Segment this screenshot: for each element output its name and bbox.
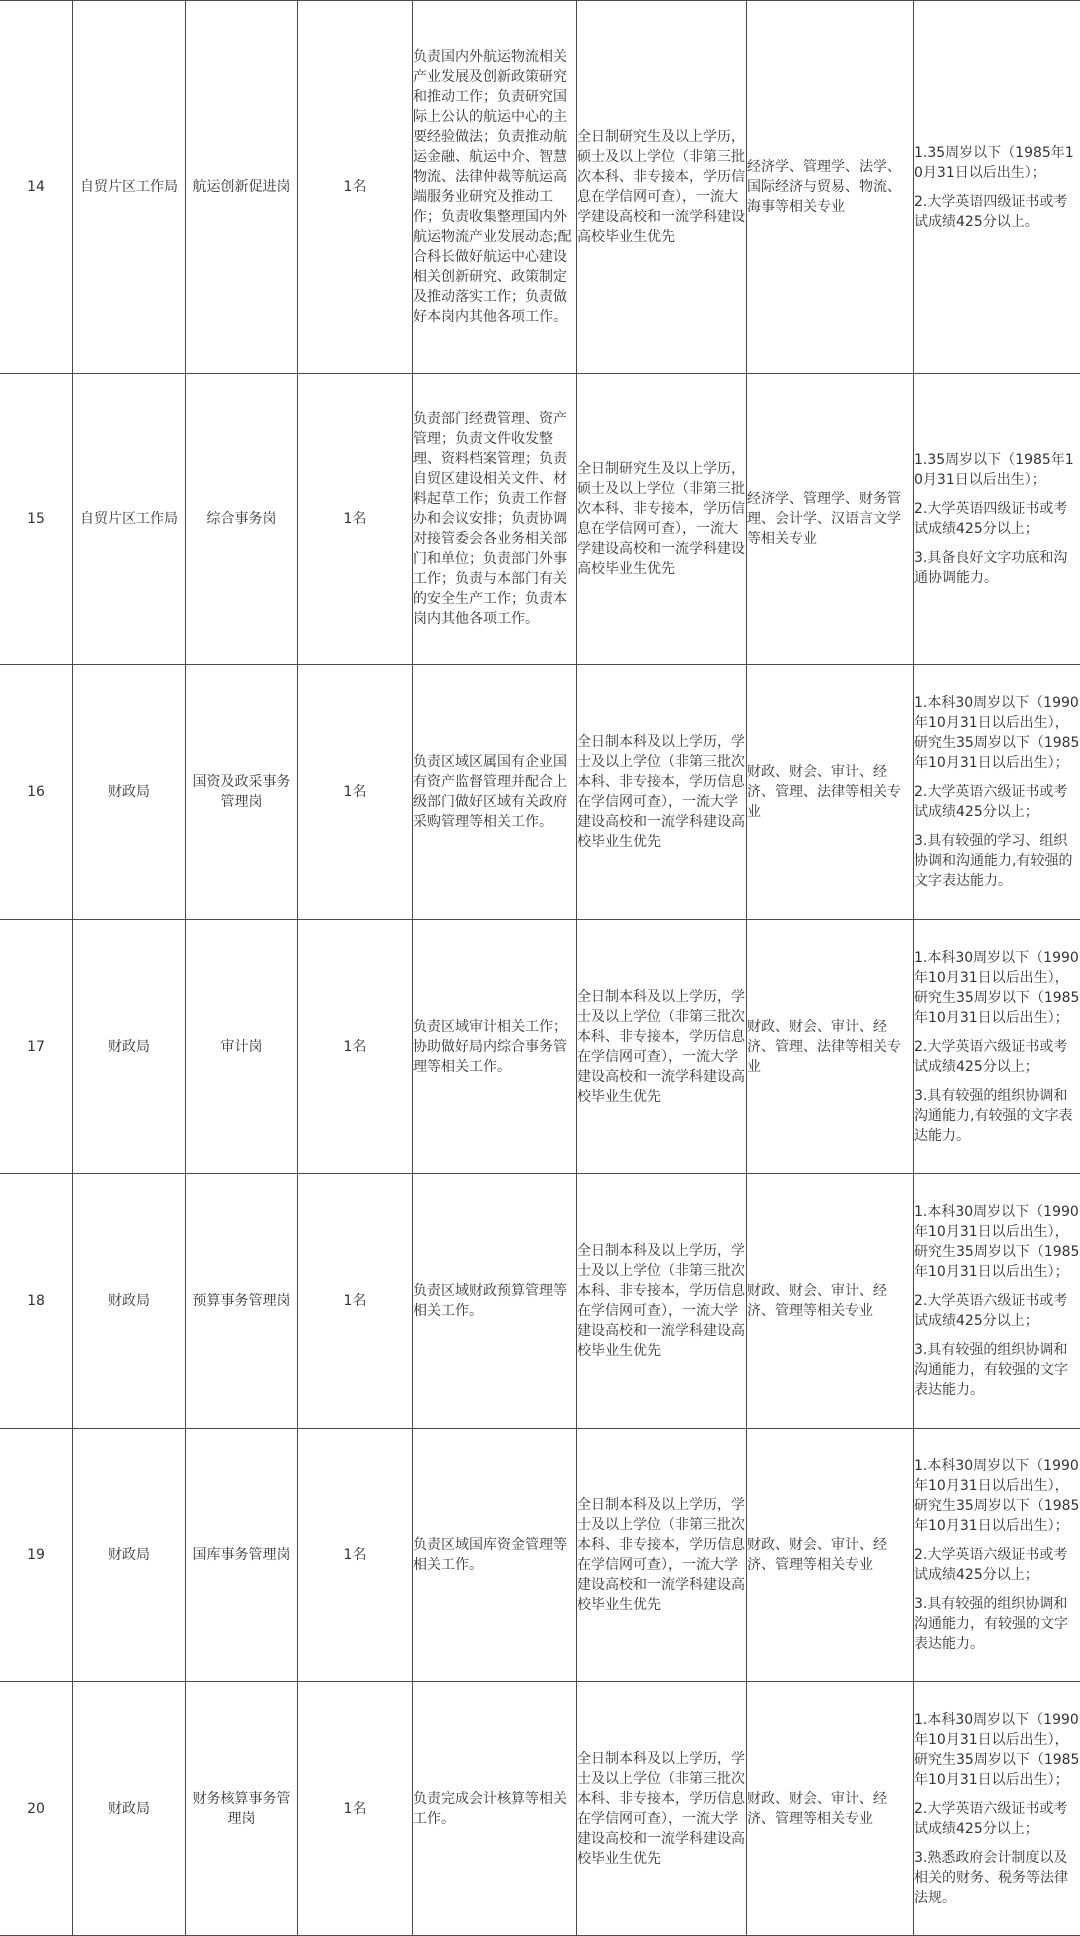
requirement-item: 2.大学英语六级证书或考试成绩425分以上； [914, 1293, 1068, 1329]
major-cell: 财政、财会、审计、经济、管理、法律等相关专业 [747, 665, 914, 920]
row-number: 17 [0, 920, 73, 1174]
department-cell: 自贸片区工作局 [73, 1, 186, 374]
requirement-item: 2.大学英语六级证书或考试成绩425分以上； [914, 1547, 1068, 1583]
department-cell: 财政局 [73, 920, 186, 1174]
requirement-item: 3.具备良好文字功底和沟通协调能力。 [914, 550, 1068, 586]
requirement-item: 1.本科30周岁以下（1990年10月31日以后出生），研究生35周岁以下（1985年10月31日以后出生）； [914, 1458, 1080, 1534]
major-cell: 经济学、管理学、法学、国际经济与贸易、物流、海事等相关专业 [747, 1, 914, 374]
requirements-cell [914, 920, 1080, 1174]
headcount-cell: 1名 [298, 374, 413, 665]
requirement-item: 1.本科30周岁以下（1990年10月31日以后出生），研究生35周岁以下（1985年10月31日以后出生）； [914, 1711, 1080, 1788]
education-cell: 全日制本科及以上学历，学士及以上学位（非第三批次本科、非专接本，学历信息在学信网可查），一流大学建设高校和一流学科建设高校毕业生优先 [577, 1429, 747, 1682]
table-row [0, 920, 1080, 1174]
major-cell: 经济学、管理学、财务管理、会计学、汉语言文学等相关专业 [747, 374, 914, 665]
table-row [0, 1, 1080, 374]
department-cell: 自贸片区工作局 [73, 374, 186, 665]
major-cell: 财政、财会、审计、经济、管理等相关专业 [747, 1174, 914, 1429]
education-cell: 全日制研究生及以上学历，硕士及以上学位（非第三批次本科、非专接本，学历信息在学信网可查），一流大学建设高校和一流学科建设高校毕业生优先 [577, 374, 747, 665]
requirements-cell [914, 665, 1080, 920]
requirements-cell [914, 1682, 1080, 1936]
duties-cell: 负责区域国库资金管理等相关工作。 [413, 1429, 577, 1682]
duties-cell: 负责部门经费管理、资产管理；负责文件收发整理、资料档案管理；负责自贸区建设相关文件、材料起草工作；负责工作督办和会议安排；负责协调对接管委会各业务相关部门和单位；负责部门外事工作；负责与本部门有关的安全生产工作；负责本岗内其他各项工作。 [413, 374, 577, 665]
requirement-item: 3.熟悉政府会计制度以及相关的财务、税务等法律法规。 [914, 1849, 1068, 1906]
duties-cell: 负责区域审计相关工作；协助做好局内综合事务管理等相关工作。 [413, 920, 577, 1174]
requirement-item: 1.本科30周岁以下（1990年10月31日以后出生），研究生35周岁以下（1985年10月31日以后出生）； [914, 695, 1080, 771]
requirement-item: 3.具有较强的学习、组织协调和沟通能力,有较强的文字表达能力。 [914, 833, 1073, 889]
requirement-item: 1.35周岁以下（1985年10月31日以后出生）； [914, 452, 1074, 488]
row-number: 14 [0, 1, 73, 374]
duties-cell: 负责完成会计核算等相关工作。 [413, 1682, 577, 1936]
requirement-item: 2.大学英语六级证书或考试成绩425分以上； [914, 1038, 1068, 1075]
headcount-cell: 1名 [298, 1429, 413, 1682]
major-cell: 财政、财会、审计、经济、管理等相关专业 [747, 1429, 914, 1682]
table-row [0, 1682, 1080, 1936]
position-name-cell: 航运创新促进岗 [186, 1, 298, 374]
requirements-cell [914, 1429, 1080, 1682]
row-number: 16 [0, 665, 73, 920]
job-rows [0, 1, 1080, 1936]
duties-cell: 负责区域区属国有企业国有资产监督管理并配合上级部门做好区域有关政府采购管理等相关工作。 [413, 665, 577, 920]
education-cell: 全日制研究生及以上学历，硕士及以上学位（非第三批次本科、非专接本，学历信息在学信网可查），一流大学建设高校和一流学科建设高校毕业生优先 [577, 1, 747, 374]
requirement-item: 3.具有较强的组织协调和沟通能力，有较强的文字表达能力。 [914, 1342, 1068, 1398]
headcount-cell: 1名 [298, 1174, 413, 1429]
table-row [0, 1429, 1080, 1682]
position-name-cell: 国库事务管理岗 [186, 1429, 298, 1682]
department-cell: 财政局 [73, 1174, 186, 1429]
major-cell: 财政、财会、审计、经济、管理、法律等相关专业 [747, 920, 914, 1174]
requirements-cell [914, 1174, 1080, 1429]
position-name-cell: 综合事务岗 [186, 374, 298, 665]
table-row [0, 665, 1080, 920]
department-cell: 财政局 [73, 1429, 186, 1682]
position-name-cell: 财务核算事务管理岗 [186, 1682, 298, 1936]
row-number: 20 [0, 1682, 73, 1936]
requirement-item: 3.具有较强的组织协调和沟通能力,有较强的文字表达能力。 [914, 1087, 1073, 1144]
major-cell: 财政、财会、审计、经济、管理等相关专业 [747, 1682, 914, 1936]
department-cell: 财政局 [73, 1682, 186, 1936]
row-number: 18 [0, 1174, 73, 1429]
duties-cell: 负责国内外航运物流相关产业发展及创新政策研究和推动工作；负责研究国际上公认的航运中心的主要经验做法；负责推动航运金融、航运中介、智慧物流、法律仲裁等航运高端服务业研究及推动工作；负责收集整理国内外航运物流产业发展动态;配合科长做好航运中心建设相关创新研究、政策制定及推动落实工作；负责做好本岗内其他各项工作。 [413, 1, 577, 374]
requirement-item: 1.本科30周岁以下（1990年10月31日以后出生），研究生35周岁以下（1985年10月31日以后出生）； [914, 949, 1080, 1026]
table-row [0, 374, 1080, 665]
requirement-item: 2.大学英语六级证书或考试成绩425分以上； [914, 784, 1068, 820]
position-name-cell: 预算事务管理岗 [186, 1174, 298, 1429]
headcount-cell: 1名 [298, 1682, 413, 1936]
table-row [0, 1174, 1080, 1429]
headcount-cell: 1名 [298, 665, 413, 920]
duties-cell: 负责区域财政预算管理等相关工作。 [413, 1174, 577, 1429]
education-cell: 全日制本科及以上学历，学士及以上学位（非第三批次本科、非专接本，学历信息在学信网可查），一流大学建设高校和一流学科建设高校毕业生优先 [577, 920, 747, 1174]
headcount-cell: 1名 [298, 920, 413, 1174]
requirement-item: 1.本科30周岁以下（1990年10月31日以后出生），研究生35周岁以下（1985年10月31日以后出生）； [914, 1204, 1080, 1280]
requirements-cell [914, 374, 1080, 665]
requirement-item: 2.大学英语六级证书或考试成绩425分以上； [914, 1800, 1068, 1837]
position-name-cell: 国资及政采事务管理岗 [186, 665, 298, 920]
requirement-item: 2.大学英语四级证书或考试成绩425分以上； [914, 501, 1068, 537]
requirement-item: 3.具有较强的组织协调和沟通能力，有较强的文字表达能力。 [914, 1596, 1068, 1652]
headcount-cell: 1名 [298, 1, 413, 374]
education-cell: 全日制本科及以上学历，学士及以上学位（非第三批次本科、非专接本，学历信息在学信网可查），一流大学建设高校和一流学科建设高校毕业生优先 [577, 665, 747, 920]
requirement-item: 1.35周岁以下（1985年10月31日以后出生）； [914, 144, 1074, 181]
row-number: 19 [0, 1429, 73, 1682]
education-cell: 全日制本科及以上学历，学士及以上学位（非第三批次本科、非专接本，学历信息在学信网可查），一流大学建设高校和一流学科建设高校毕业生优先 [577, 1682, 747, 1936]
position-name-cell: 审计岗 [186, 920, 298, 1174]
requirement-item: 2.大学英语四级证书或考试成绩425分以上。 [914, 193, 1068, 230]
row-number: 15 [0, 374, 73, 665]
department-cell: 财政局 [73, 665, 186, 920]
requirements-cell [914, 1, 1080, 374]
education-cell: 全日制本科及以上学历，学士及以上学位（非第三批次本科、非专接本，学历信息在学信网可查），一流大学建设高校和一流学科建设高校毕业生优先 [577, 1174, 747, 1429]
